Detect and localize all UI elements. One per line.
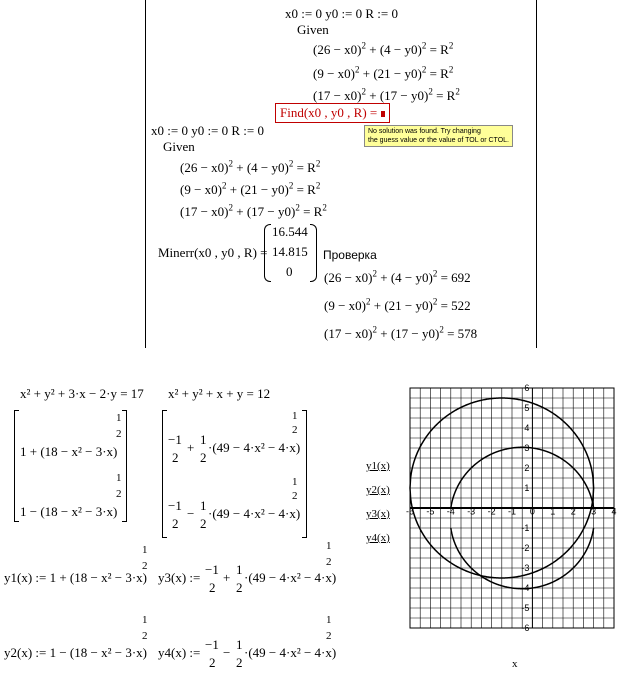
legend-y4: y4(x): [366, 532, 390, 544]
error-cursor-icon: [381, 111, 385, 117]
solution-1-left-bracket: [14, 410, 19, 522]
solution-2-top-exp-num: 1: [292, 410, 298, 422]
y-tick-label: -1: [521, 523, 530, 533]
initial-guess-1[interactable]: x0 := 0 y0 := 0 R := 0: [285, 6, 399, 21]
y3-half-den: 2: [236, 580, 243, 595]
y2-exp-den: 2: [142, 630, 148, 642]
x-tick-label: 4: [611, 506, 617, 517]
result-r: 0: [286, 264, 293, 279]
error-tooltip: No solution was found. Try changing the guess value or the value of TOL or CTOL.: [364, 125, 513, 147]
solution-2-top-rest: ·(49 − 4·x² − 4·x): [208, 440, 301, 455]
equation-2-1[interactable]: $(26 - x0)^2 + (4 - y0)^2 = R^2$: [180, 158, 321, 175]
x-tick-label: -3: [467, 506, 476, 517]
y-tick-label: 5: [524, 403, 530, 413]
system-equation-1[interactable]: x² + y² + 3·x − 2·y = 17: [20, 386, 144, 401]
y-tick-label: -6: [521, 623, 530, 632]
y-tick-label: -4: [521, 583, 530, 593]
solution-2-bot-den: 2: [172, 516, 179, 531]
solution-2-right-bracket: [302, 410, 307, 538]
solution-2-bot-exp-den: 2: [292, 490, 298, 502]
y4-exp-num: 1: [326, 614, 332, 626]
x-tick-label: -1: [507, 506, 517, 517]
check-title: Проверка: [323, 248, 377, 262]
solution-1-exp-den: 2: [116, 428, 122, 440]
legend-y3: y3(x): [366, 508, 390, 520]
y3-frac-den: 2: [209, 580, 216, 595]
solution-2-top-den: 2: [172, 450, 179, 465]
check-equation-3[interactable]: $(17 - x0)^2 + (17 - y0)^2 = 578$: [324, 324, 478, 341]
initial-guess-2[interactable]: x0 := 0 y0 := 0 R := 0: [151, 123, 265, 138]
region-border-right: [536, 0, 537, 348]
x-tick-label: 3: [591, 506, 597, 517]
y3-frac-num: −1: [205, 562, 219, 577]
x-tick-label: 0: [529, 506, 535, 517]
y4-lhs[interactable]: y4(x) :=: [158, 645, 201, 660]
y3-op: +: [223, 570, 231, 585]
y3-exp-den: 2: [326, 556, 332, 568]
minerr-label[interactable]: Minerr(x0 , y0 , R) =: [158, 245, 268, 260]
equation-2-2[interactable]: $(9 - x0)^2 + (21 - y0)^2 = R^2$: [180, 180, 321, 197]
y3-rhs: ·(49 − 4·x² − 4·x): [244, 570, 337, 585]
circle-plot[interactable]: [404, 384, 620, 632]
solution-2-bot-op: −: [187, 506, 195, 521]
solution-2-bot-num: −1: [168, 498, 182, 513]
solution-2-top-half-num: 1: [200, 432, 207, 447]
y-tick-label: 4: [524, 423, 530, 433]
x-tick-label: -4: [446, 506, 455, 517]
y2-definition[interactable]: y2(x) := 1 − (18 − x² − 3·x): [4, 645, 147, 660]
y4-frac-den: 2: [209, 655, 216, 670]
y-tick-label: 6: [524, 384, 530, 393]
legend-y1: y1(x): [366, 460, 390, 472]
solution-1-top: 1 + (18 − x² − 3·x): [20, 444, 118, 459]
equation-1[interactable]: $(26 - x0)^2 + (4 - y0)^2 = R^2$: [313, 40, 454, 57]
y4-exp-den: 2: [326, 630, 332, 642]
result-y0: 14.815: [272, 244, 308, 259]
y3-exp-num: 1: [326, 540, 332, 552]
y1-exp-den: 2: [142, 560, 148, 572]
y2-exp-num: 1: [142, 614, 148, 626]
solution-2-top-exp-den: 2: [292, 424, 298, 436]
y4-half-den: 2: [236, 655, 243, 670]
solution-1-bottom: 1 − (18 − x² − 3·x): [20, 504, 118, 519]
y-tick-label: 2: [524, 463, 530, 473]
solution-2-top-op: +: [187, 440, 195, 455]
find-expression-error[interactable]: Find(x0 , y0 , R) =: [275, 103, 390, 123]
x-tick-label: -2: [487, 506, 496, 517]
y4-op: −: [223, 645, 231, 660]
system-equation-2[interactable]: x² + y² + x + y = 12: [168, 386, 271, 401]
y-tick-label: 1: [524, 483, 530, 493]
y-tick-label: -5: [521, 603, 530, 613]
equation-3[interactable]: $(17 - x0)^2 + (17 - y0)^2 = R^2$: [313, 86, 460, 103]
solution-1b-exp-num: 1: [116, 472, 122, 484]
x-tick-label: -5: [426, 506, 435, 517]
solution-2-bot-exp-num: 1: [292, 476, 298, 488]
x-tick-label: 1: [550, 506, 556, 517]
y-tick-label: 3: [524, 443, 530, 453]
solution-2-bot-half-num: 1: [200, 498, 207, 513]
x-axis-label: x: [512, 658, 518, 670]
solution-2-bot-rest: ·(49 − 4·x² − 4·x): [208, 506, 301, 521]
given-keyword-2[interactable]: Given: [163, 139, 195, 154]
equation-2[interactable]: $(9 - x0)^2 + (21 - y0)^2 = R^2$: [313, 64, 454, 81]
y3-lhs[interactable]: y3(x) :=: [158, 570, 201, 585]
solution-1-right-bracket: [122, 410, 127, 522]
x-tick-label: 2: [570, 506, 576, 517]
region-border-left: [145, 0, 146, 348]
solution-1-exp-num: 1: [116, 412, 122, 424]
solution-1b-exp-den: 2: [116, 488, 122, 500]
y3-half-num: 1: [236, 562, 243, 577]
legend-y2: y2(x): [366, 484, 390, 496]
result-x0: 16.544: [272, 224, 308, 239]
y1-definition[interactable]: y1(x) := 1 + (18 − x² − 3·x): [4, 570, 147, 585]
equation-2-3[interactable]: $(17 - x0)^2 + (17 - y0)^2 = R^2$: [180, 202, 327, 219]
result-matrix-left-paren: [264, 224, 271, 282]
y-tick-label: -3: [521, 563, 530, 573]
given-keyword-1[interactable]: Given: [297, 22, 329, 37]
y4-half-num: 1: [236, 637, 243, 652]
x-tick-label: -6: [405, 506, 415, 517]
check-equation-1[interactable]: $(26 - x0)^2 + (4 - y0)^2 = 692$: [324, 268, 471, 285]
y1-exp-num: 1: [142, 544, 148, 556]
check-equation-2[interactable]: $(9 - x0)^2 + (21 - y0)^2 = 522$: [324, 296, 471, 313]
solution-2-left-bracket: [162, 410, 167, 538]
solution-2-bot-half-den: 2: [200, 516, 207, 531]
result-matrix-right-paren: [310, 224, 317, 282]
y-tick-label: -2: [521, 543, 530, 553]
y4-frac-num: −1: [205, 637, 219, 652]
solution-2-top-num: −1: [168, 432, 182, 447]
solution-2-top-half-den: 2: [200, 450, 207, 465]
y4-rhs: ·(49 − 4·x² − 4·x): [244, 645, 337, 660]
